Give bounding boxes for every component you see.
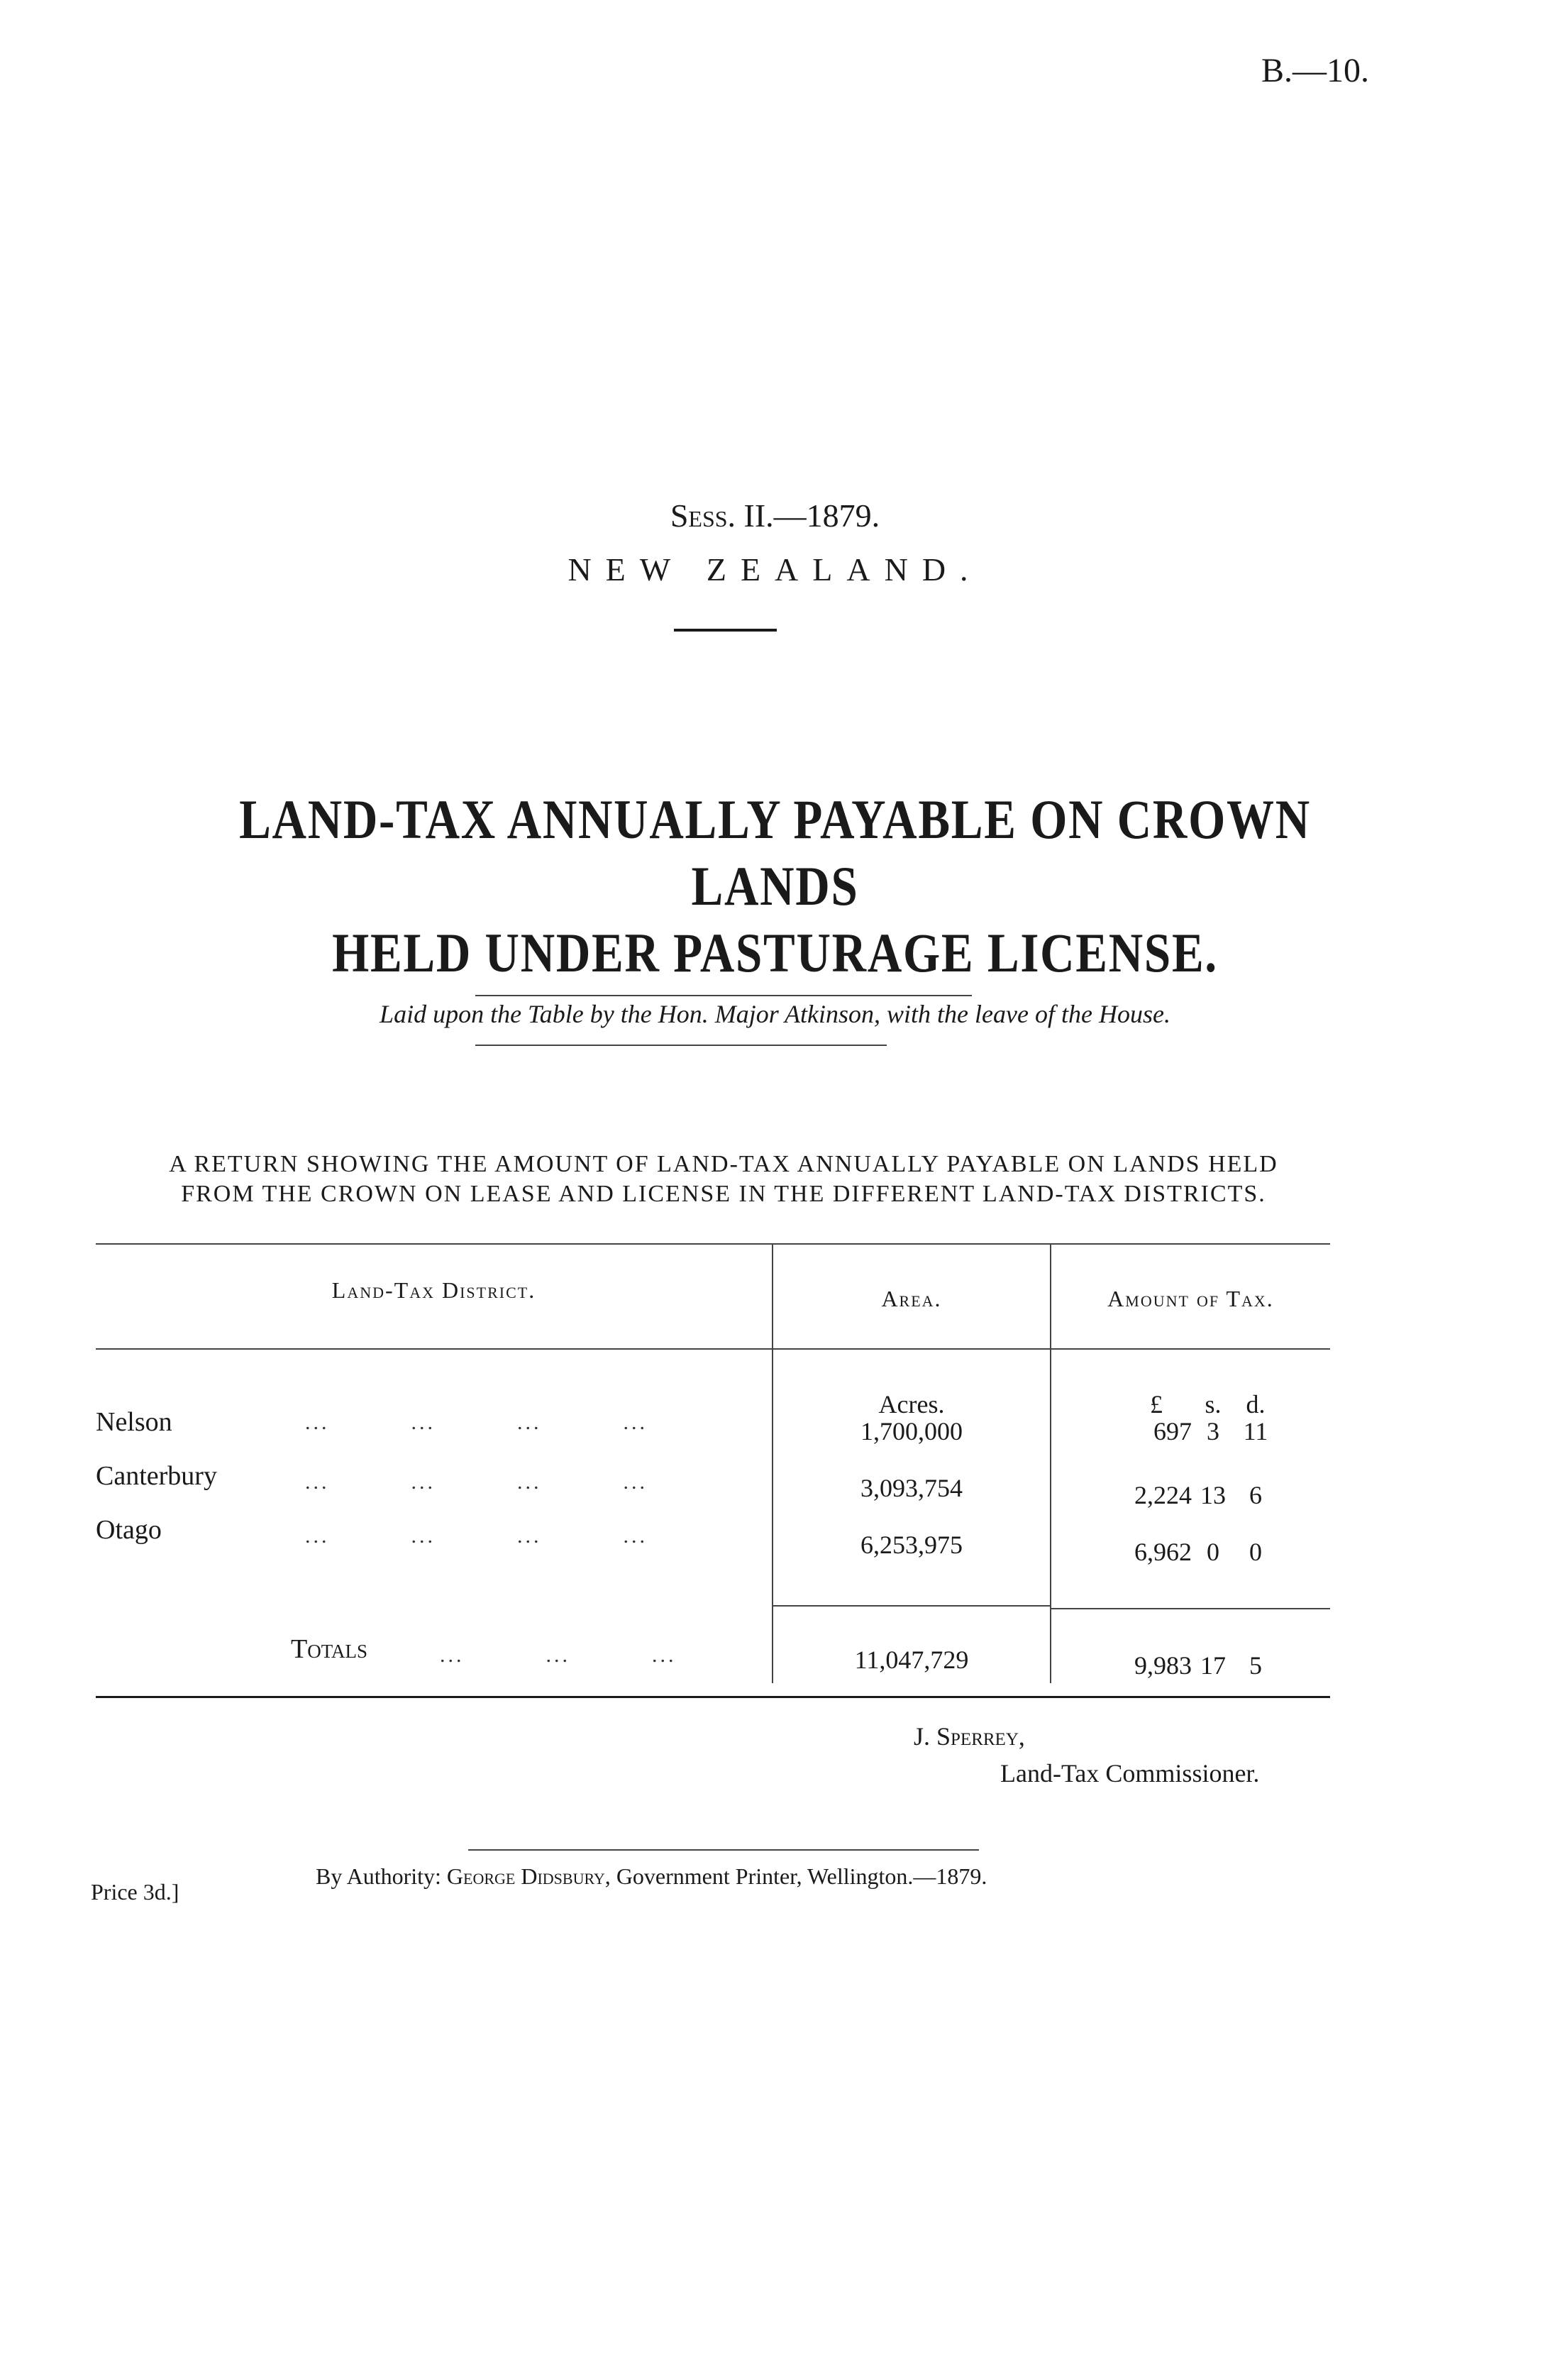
authority-name: George Didsbury, (446, 1863, 611, 1889)
totals-area: 11,047,729 (854, 1646, 969, 1674)
title-line-1: LAND-TAX ANNUALLY PAYABLE ON CROWN LANDS (239, 788, 1311, 917)
row-otago-area: 6,253,975 (860, 1531, 963, 1559)
title-line-2: HELD UNDER PASTURAGE LICENSE. (332, 922, 1218, 984)
totals-rule-area (772, 1605, 1050, 1607)
totals-label: Totals (291, 1634, 368, 1664)
laid-rule-bottom (475, 1045, 887, 1046)
unit-acres: Acres. (878, 1390, 945, 1418)
row-otago-district: Otago (96, 1515, 162, 1545)
authority-prefix: By Authority: (316, 1863, 441, 1889)
header-area: Area. (881, 1286, 942, 1311)
laid-upon-table-note: Laid upon the Table by the Hon. Major Atkinson, with the leave of the House. (380, 1000, 1170, 1028)
totals-shillings: 17 (1200, 1651, 1226, 1680)
totals-leader: ... ... ... (440, 1643, 677, 1667)
row-otago-pounds: 6,962 (1134, 1538, 1192, 1566)
table-rule-top (96, 1243, 1330, 1245)
row-otago-shillings: 0 (1207, 1538, 1219, 1566)
unit-shillings: s. (1205, 1390, 1222, 1418)
printer-authority (316, 1863, 987, 1890)
row-nelson-pounds: 697 (1153, 1417, 1192, 1445)
row-otago-leader: ... ... ... ... (305, 1524, 648, 1548)
document-title (170, 786, 1380, 986)
row-canterbury-shillings: 13 (1200, 1481, 1226, 1509)
table-rule-bottom (96, 1696, 1330, 1698)
row-canterbury-pence: 6 (1249, 1481, 1262, 1509)
session-line: Sess. II.—1879. (670, 497, 880, 534)
document-reference: B.—10. (1261, 52, 1369, 89)
row-nelson-district: Nelson (96, 1407, 172, 1437)
table-rule-header (96, 1348, 1330, 1350)
signatory-title: Land-Tax Commissioner. (1000, 1759, 1260, 1787)
row-nelson-pence: 11 (1243, 1417, 1268, 1445)
row-canterbury-district: Canterbury (96, 1461, 217, 1491)
signatory-name: J. Sperrey, (914, 1722, 1025, 1751)
country-name: NEW ZEALAND. (568, 551, 982, 588)
unit-pence: d. (1246, 1390, 1266, 1418)
row-canterbury-area: 3,093,754 (860, 1474, 963, 1502)
return-heading-line-2: FROM THE CROWN ON LEASE AND LICENSE IN THE DIFFERENT LAND-TAX DISTRICTS. (181, 1181, 1266, 1207)
row-nelson-area: 1,700,000 (860, 1417, 963, 1445)
footer-rule (468, 1849, 979, 1851)
price: Price 3d.] (91, 1879, 179, 1905)
laid-rule-top (475, 995, 972, 996)
row-canterbury-leader: ... ... ... ... (305, 1470, 648, 1494)
totals-pounds: 9,983 (1134, 1651, 1192, 1680)
row-otago-pence: 0 (1249, 1538, 1262, 1566)
row-canterbury-pounds: 2,224 (1134, 1481, 1192, 1509)
return-heading-line-1: A RETURN SHOWING THE AMOUNT OF LAND-TAX ANNUALLY PAYABLE ON LANDS HELD (169, 1151, 1278, 1177)
totals-pence: 5 (1249, 1651, 1262, 1680)
return-heading (92, 1150, 1355, 1209)
authority-rest: Government Printer, Wellington.—1879. (616, 1863, 987, 1889)
unit-pounds: £ (1150, 1390, 1163, 1418)
title-divider (674, 629, 777, 632)
row-nelson-shillings: 3 (1207, 1417, 1219, 1445)
header-amount-of-tax: Amount of Tax. (1107, 1286, 1274, 1311)
totals-rule-tax (1051, 1608, 1330, 1609)
row-nelson-leader: ... ... ... ... (305, 1411, 648, 1434)
header-district: Land-Tax District. (331, 1277, 536, 1303)
